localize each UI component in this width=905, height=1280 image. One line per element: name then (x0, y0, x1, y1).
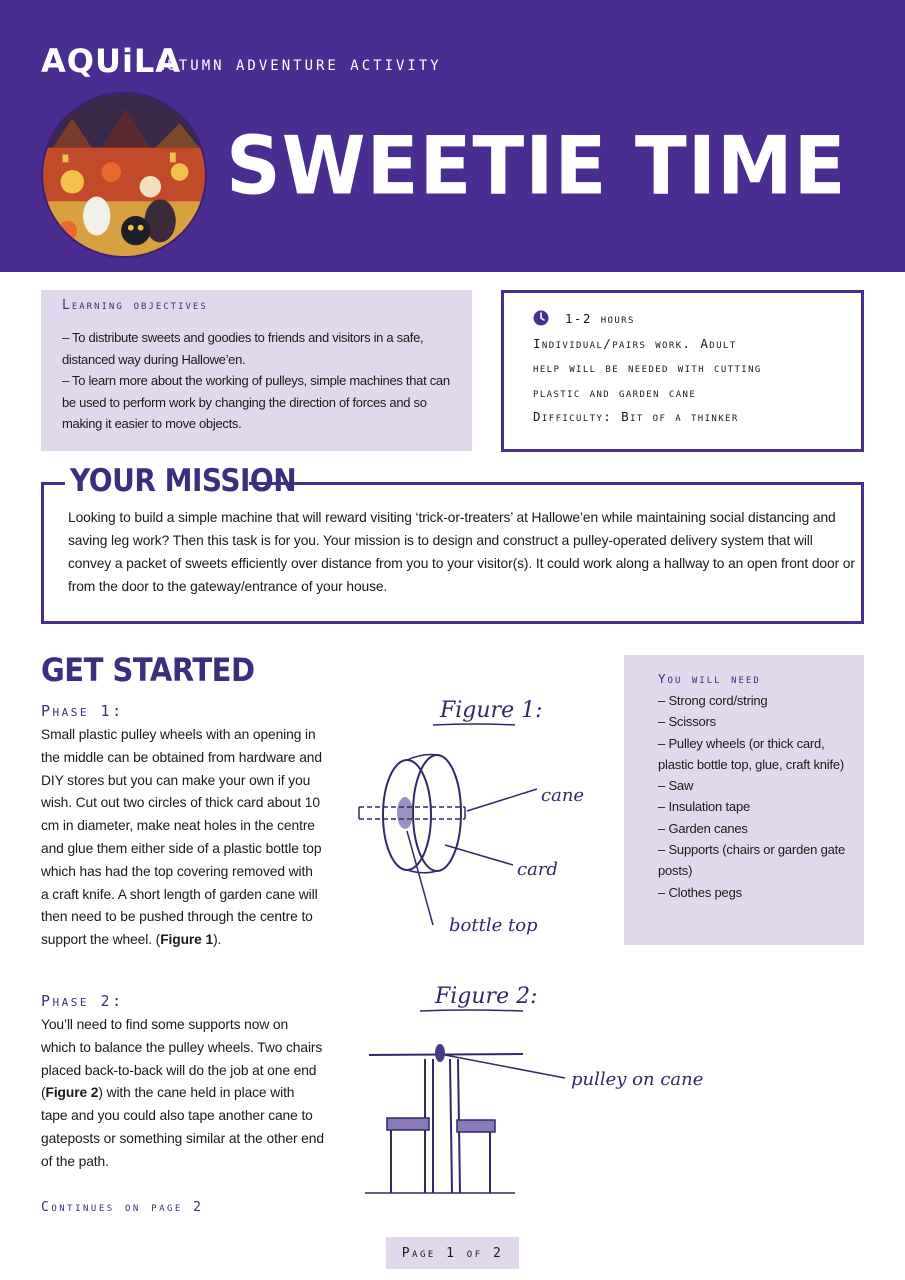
objective-item: – To distribute sweets and goodies to friends and visitors in a safe, distanced way during Hallowe’en. (62, 330, 424, 367)
phase1-text: Small plastic pulley wheels with an opening in the middle can be obtained from hardware and DIY stores but you can make your own if you wish. Cut out two circles of thick card about 10 cm in diameter, make neat holes in the centre and glue them either side of a plastic bottle top which has had the top covering removed with a craft knife. A short length of garden cane will then need to be pushed through the centre to support the wheel. (Figure 1). (41, 727, 322, 948)
need-heading: You will need (658, 671, 761, 686)
clock-icon (533, 310, 549, 326)
list-item: – Strong cord/string (658, 693, 768, 708)
page-title: SWEETIE TIME (226, 118, 847, 213)
difficulty-line: Difficulty: Bit of a thinker (533, 409, 739, 424)
list-item: – Garden canes (658, 820, 748, 836)
objective-item: – To learn more about the working of pulleys, simple machines that can be used to perform work by changing the direction of forces and so making it easier to move objects. (62, 373, 450, 431)
list-item: – Scissors (658, 714, 716, 730)
brand-subtitle: AUTUMN ADVENTURE ACTIVITY (156, 58, 442, 74)
figure1-sketch (345, 685, 615, 955)
figure2-title: Figure 2: (435, 984, 538, 1009)
mission-border (41, 482, 65, 485)
label-pulley-on-cane: pulley on cane (571, 1069, 704, 1090)
label-cane: cane (541, 785, 585, 806)
halloween-illustration (41, 92, 207, 258)
label-bottle-top: bottle top (449, 915, 538, 936)
page-indicator: Page 1 of 2 (386, 1237, 519, 1269)
list-item: – Supports (chairs or garden gate posts) (658, 842, 846, 879)
time-row (533, 307, 851, 332)
figure1-ref: Figure 1 (160, 932, 214, 948)
phase1-heading: Phase 1: (41, 702, 124, 720)
label-card: card (517, 859, 558, 880)
list-item: – Pulley wheels (or thick card, plastic bottle top, glue, craft knife) (658, 735, 845, 772)
mission-box (41, 462, 864, 624)
learning-objectives-box (41, 290, 472, 451)
mission-text: Looking to build a simple machine that will reward visiting ‘trick-or-treaters’ at Hallowe’en while maintaining social distancing and saving leg work? Then this task is for you. Your mission is to design and construct a pulley-operated delivery system that will convey a packet of sweets efficiently over distance from you to your visitor(s). It could work along a hallway to an open front door or from the door to the gateway/entrance of your house. (68, 510, 855, 594)
phase2-text: You’ll need to find some supports now on which to balance the pulley wheels. Two chairs placed back-to-back will do the job at one end (Figure 2) with the cane held in place with tape and you could also tape another cane to gateposts or something similar at the other end of the path. (41, 1017, 324, 1169)
continues-note: Continues on page 2 (41, 1200, 204, 1215)
info-line: Individual/pairs work. Adult (533, 335, 737, 351)
brand-logo: AQUiLA (41, 42, 182, 80)
time-text: 1-2 hours (565, 311, 635, 326)
list-item: – Insulation tape (658, 799, 751, 815)
get-started-title: GET STARTED (41, 651, 255, 689)
list-item: – Saw (658, 778, 694, 794)
materials-list (658, 690, 852, 903)
phase2-heading: Phase 2: (41, 992, 124, 1010)
you-will-need-box (624, 655, 864, 945)
figure2-sketch (345, 975, 705, 1200)
list-item: – Clothes pegs (658, 884, 742, 900)
figure1-title: Figure 1: (440, 698, 543, 723)
info-line: plastic and garden cane (533, 384, 697, 400)
info-line: help will be needed with cutting (533, 360, 762, 375)
header-banner (0, 0, 905, 272)
activity-info-box (501, 290, 864, 452)
objectives-heading: Learning objectives (62, 298, 208, 313)
mission-title: YOUR MISSION (70, 462, 297, 499)
mission-border (249, 482, 864, 485)
figure2-ref: Figure 2 (45, 1085, 99, 1101)
